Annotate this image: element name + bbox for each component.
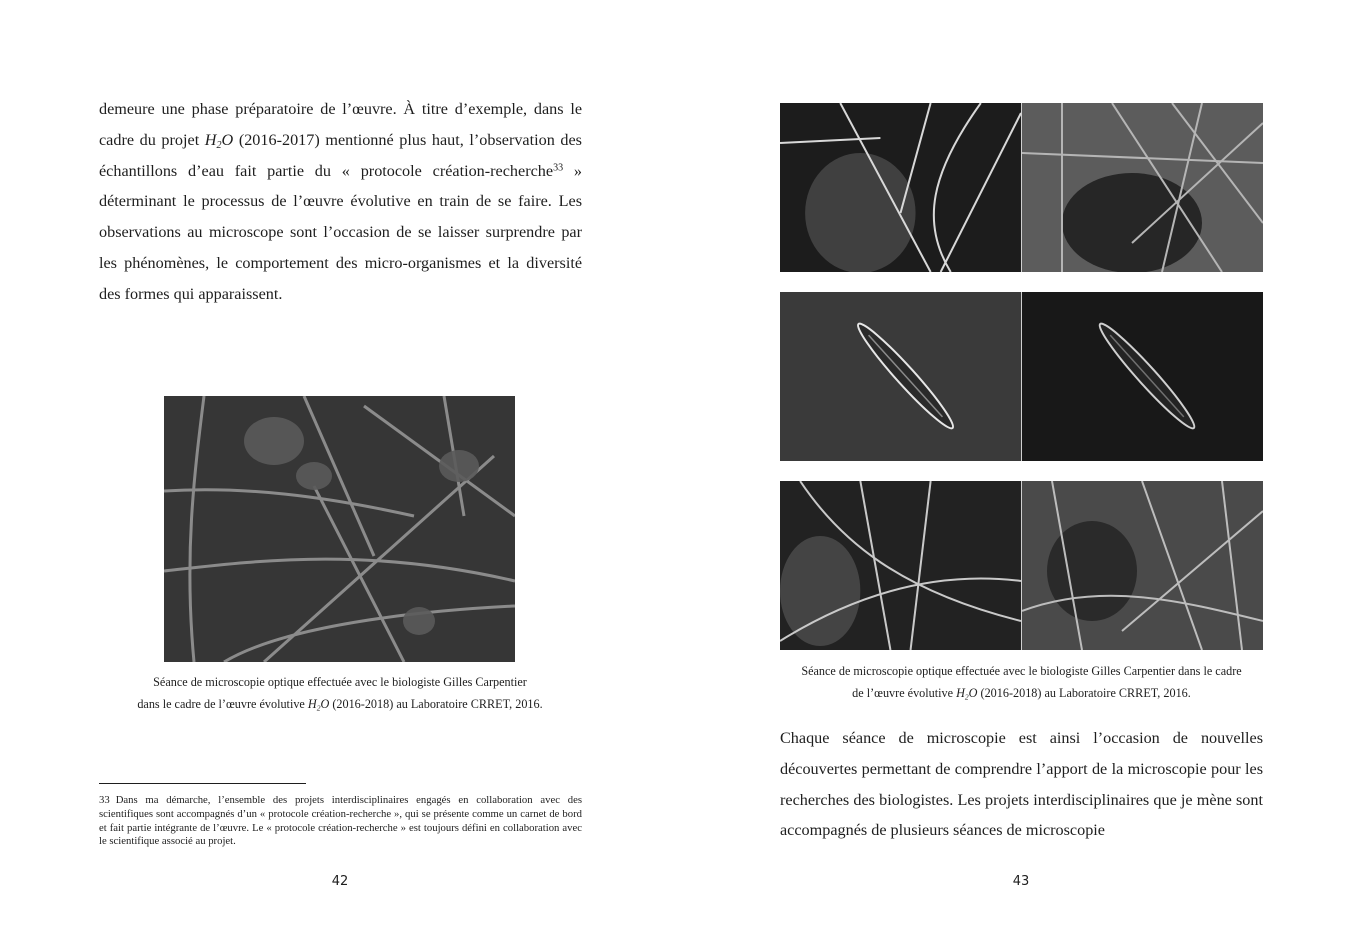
left-photo-caption: [104, 672, 576, 715]
caption-h2o-o: O: [968, 685, 978, 700]
page-number-left: 42: [331, 874, 349, 889]
paragraph-text-start: demeure une phase préparatoire de l’œuvre. À titre d’exemple, dans le cadre du projet: [99, 100, 582, 149]
microscopy-photo: [1022, 103, 1263, 272]
microscopy-photo: [1022, 292, 1263, 461]
microscopy-photo: [780, 103, 1021, 272]
caption-h2o-o: O: [320, 696, 330, 711]
microscopy-photo-graphic: [780, 292, 1021, 461]
microscopy-photo-graphic: [1022, 481, 1263, 650]
caption-line-2-start: de l’œuvre évolutive: [852, 685, 957, 700]
left-body-paragraph: [99, 94, 582, 310]
caption-h2o-h: H: [956, 685, 965, 700]
microscopy-photo-pair-2: [780, 292, 1263, 461]
footnote-reference[interactable]: 33: [553, 162, 564, 174]
caption-h2o-subscript: 2: [964, 691, 969, 701]
h2o-o: O: [221, 130, 234, 149]
caption-line-2-start: dans le cadre de l’œuvre évolutive: [137, 696, 308, 711]
right-paragraph-text: Chaque séance de microscopie est ainsi l’occasion de nouvelles découvertes permettant de comprendre l’apport de la microscopie pour les recherches des biologistes. Les projets interdisciplinaires que je mène sont accompagnés de plusieurs séances de microscopie: [780, 729, 1263, 840]
microscopy-photo: [164, 396, 515, 662]
microscopy-photo: [780, 292, 1021, 461]
microscopy-photo-graphic: [164, 396, 515, 662]
caption-line-2-end: (2016-2018) au Laboratoire CRRET, 2016.: [977, 685, 1191, 700]
right-photos-caption: [773, 661, 1270, 704]
right-page: [681, 0, 1362, 949]
caption-line-1: Séance de microscopie optique effectuée avec le biologiste Gilles Carpentier dans le cadre: [801, 664, 1242, 678]
microscopy-photo-pair-3: [780, 481, 1263, 650]
caption-line-1: Séance de microscopie optique effectuée avec le biologiste Gilles Carpentier: [153, 675, 527, 689]
microscopy-photo-graphic: [780, 481, 1021, 650]
footnote: [99, 794, 582, 849]
microscopy-photo-graphic: [780, 103, 1021, 272]
microscopy-photo: [780, 481, 1021, 650]
microscopy-photo-pair-1: [780, 103, 1263, 272]
caption-h2o-h: H: [307, 696, 317, 711]
right-body-paragraph: [780, 723, 1263, 846]
page-number-right: 43: [1012, 874, 1030, 889]
paragraph-text-middle: (2016-2017) mentionné plus haut, l’observation des échantillons d’eau fait partie du « protocole création-recherche: [99, 130, 582, 180]
footnote-divider: [99, 783, 306, 784]
microscopy-photo: [1022, 481, 1263, 650]
h2o-h: H: [204, 130, 217, 149]
h2o-subscript: 2: [216, 139, 222, 151]
microscopy-photo-graphic: [1022, 103, 1263, 272]
caption-line-2-end: (2016-2018) au Laboratoire CRRET, 2016.: [329, 696, 543, 711]
footnote-text: Dans ma démarche, l’ensemble des projets interdisciplinaires engagés en collaboration avec des scientifiques sont accompagnés d’un « protocole création-recherche », qui se présente comme un carnet de bord et fait partie intégrante de l’œuvre. Le « protocole création-recherche » est toujours défini en collaboration avec le scientifique associé au projet.: [99, 794, 582, 848]
caption-h2o-subscript: 2: [316, 702, 321, 712]
footnote-number: 33: [99, 794, 110, 806]
paragraph-text-end: » déterminant le processus de l’œuvre évolutive en train de se faire. Les observations au microscope sont l’occasion de se laisser surprendre par les phénomènes, le comportement des micro-organismes et la diversité des formes qui apparaissent.: [99, 161, 582, 303]
microscopy-photo-graphic: [1022, 292, 1263, 461]
